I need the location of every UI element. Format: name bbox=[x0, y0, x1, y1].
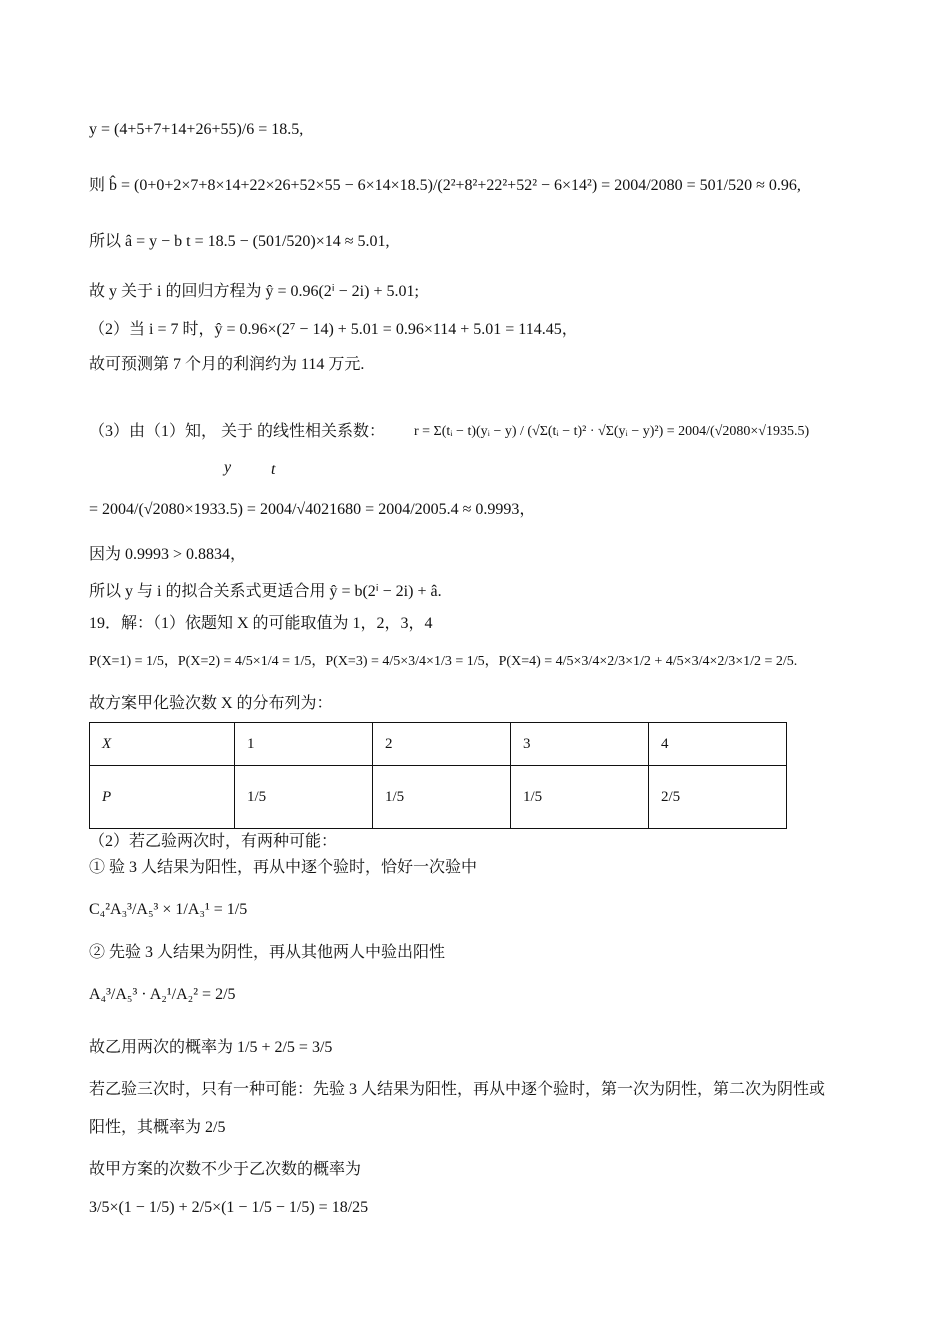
correlation-formula: r = Σ(tᵢ − t)(yᵢ − y) / (√Σ(tᵢ − t)² · √Σ(yᵢ − y)²) = 2004/(√2080×√1935.5) bbox=[414, 424, 810, 439]
table-cell: 2/5 bbox=[649, 766, 787, 829]
line-b-hat: 则 b̂ = (0+0+2×7+8×14+22×26+52×55 − 6×14×18.5)/(2²+8²+22²+52² − 6×14²) = 2004/2080 = 501/520 ≈ 0.96, bbox=[89, 177, 801, 194]
label-t: t bbox=[271, 461, 276, 478]
table-header-p: P bbox=[90, 766, 235, 829]
table-row bbox=[90, 723, 787, 766]
line-three-times: 若乙验三次时，只有一种可能：先验 3 人结果为阳性，再从中逐个验时，第一次为阴性，第二次为阴性或 bbox=[89, 1081, 826, 1098]
line-comparison: 因为 0.9993 > 0.8834， bbox=[89, 546, 247, 563]
line-part3-intro: （3）由（1）知， 关于 的线性相关系数： bbox=[89, 423, 386, 440]
table-cell: 1 bbox=[235, 723, 373, 766]
line-a-hat: 所以 â = y − b t = 18.5 − (501/520)×14 ≈ 5.01, bbox=[89, 233, 390, 250]
table-cell: 1/5 bbox=[235, 766, 373, 829]
line-correlation-value: = 2004/(√2080×1933.5) = 2004/√4021680 = 2004/2005.4 ≈ 0.9993， bbox=[89, 501, 536, 518]
line-final-result: 3/5×(1 − 1/5) + 2/5×(1 − 1/5 − 1/5) = 18/25 bbox=[89, 1199, 369, 1216]
table-cell: 2 bbox=[373, 723, 511, 766]
line-regression-equation: 故 y 关于 i 的回归方程为 ŷ = 0.96(2ⁱ − 2i) + 5.01; bbox=[89, 283, 419, 300]
line-part2-q19: （2）若乙验两次时，有两种可能： bbox=[89, 833, 338, 850]
line-two-times-prob: 故乙用两次的概率为 1/5 + 2/5 = 3/5 bbox=[89, 1039, 333, 1056]
table-cell: 3 bbox=[511, 723, 649, 766]
line-final-intro: 故甲方案的次数不少于乙次数的概率为 bbox=[89, 1161, 362, 1178]
line-model-choice: 所以 y 与 i 的拟合关系式更适合用 ŷ = b(2ⁱ − 2i) + â. bbox=[89, 583, 442, 600]
line-distribution-intro: 故方案甲化验次数 X 的分布列为： bbox=[89, 695, 333, 712]
table-cell: 4 bbox=[649, 723, 787, 766]
table-header-x: X bbox=[90, 723, 235, 766]
distribution-table bbox=[89, 722, 787, 829]
line-part2-conclusion: 故可预测第 7 个月的利润约为 114 万元. bbox=[89, 356, 365, 373]
line-case2-formula: A₄³/A₅³ · A₂¹/A₂² = 2/5 bbox=[89, 986, 236, 1003]
line-case1-formula: C₄²A₃³/A₅³ × 1/A₃¹ = 1/5 bbox=[89, 901, 248, 918]
line-q19-start: 19．解：（1）依题知 X 的可能取值为 1，2，3，4 bbox=[89, 615, 433, 632]
label-y: y bbox=[224, 459, 232, 476]
line-case1: ① 验 3 人结果为阳性，再从中逐个验时，恰好一次验中 bbox=[89, 859, 478, 876]
table-row bbox=[90, 766, 787, 829]
line-part2-prediction: （2）当 i = 7 时，ŷ = 0.96×(2⁷ − 14) + 5.01 = 0.96×114 + 5.01 = 114.45， bbox=[89, 321, 578, 338]
line-ybar: y = (4+5+7+14+26+55)/6 = 18.5, bbox=[89, 121, 304, 138]
line-probabilities: P(X=1) = 1/5，P(X=2) = 4/5×1/4 = 1/5，P(X=3) = 4/5×3/4×1/3 = 1/5，P(X=4) = 4/5×3/4×2/3×1/2 + 4/5×3/4×2/3×1/2 = 2/5. bbox=[89, 654, 798, 669]
table-cell: 1/5 bbox=[373, 766, 511, 829]
line-case2: ② 先验 3 人结果为阴性，再从其他两人中验出阳性 bbox=[89, 944, 446, 961]
table-cell: 1/5 bbox=[511, 766, 649, 829]
line-three-times-prob: 阳性，其概率为 2/5 bbox=[89, 1119, 226, 1136]
